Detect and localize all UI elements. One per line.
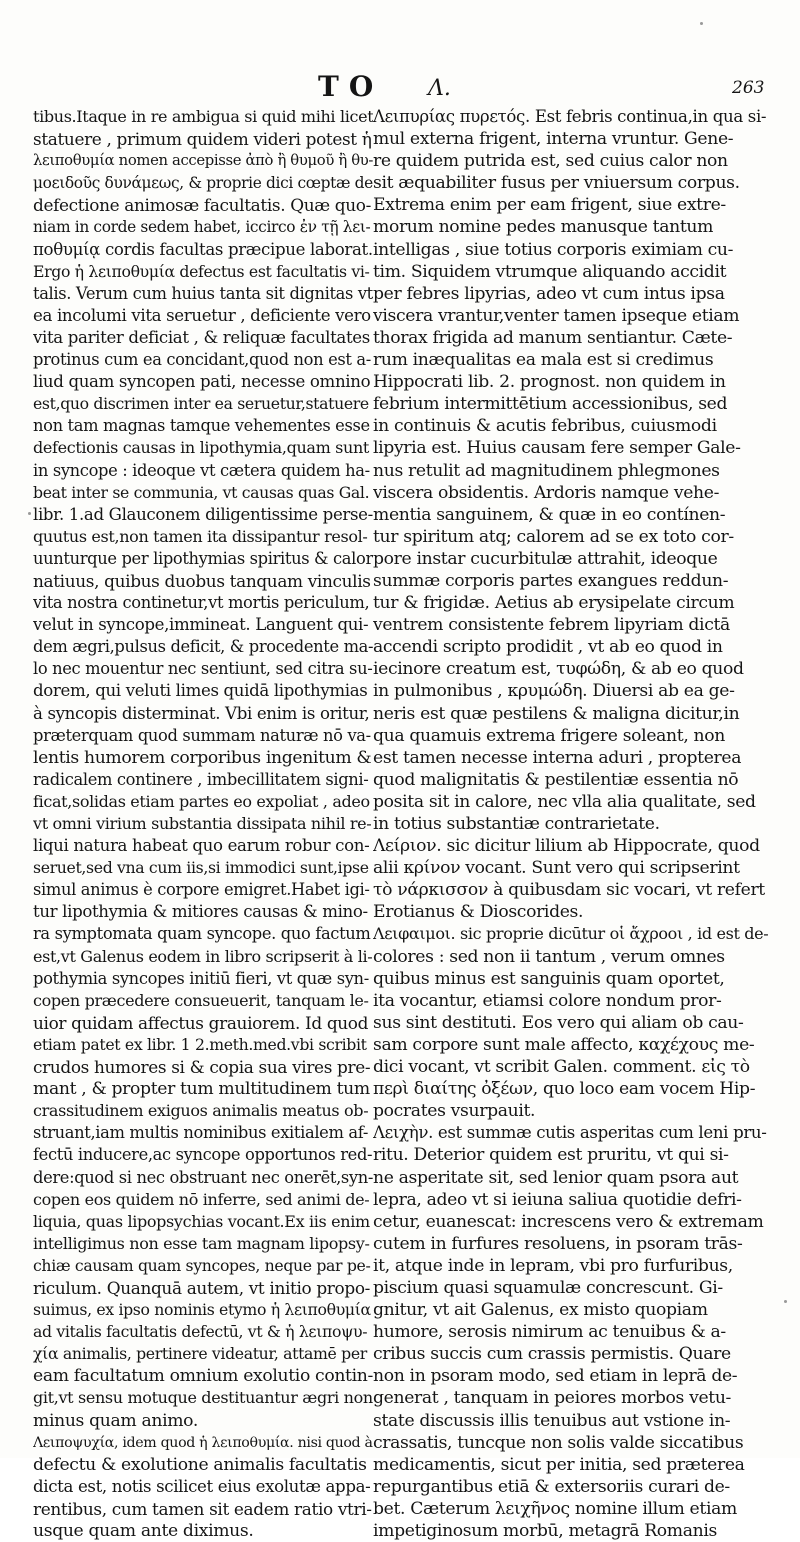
text-line: Ergo ἡ λειποθυμία defectus est facultatis vi- xyxy=(33,261,370,281)
text-line: piscium quasi squamulæ concrescunt. Gi- xyxy=(373,1277,723,1298)
text-line: struant,iam multis nominibus exitialem af- xyxy=(33,1123,368,1143)
text-line: dere:quod si nec obstruant nec onerēt,syn- xyxy=(33,1167,373,1187)
text-line: pore instar cucurbitulæ attrahit, ideoque xyxy=(373,548,718,569)
text-line: state discussis illis tenuibus aut vstione in- xyxy=(373,1410,731,1431)
text-line: colores : sed non ii tantum , verum omnes xyxy=(373,946,725,967)
text-line: à syncopis disterminat. Vbi enim is oritur, xyxy=(33,703,370,723)
text-line: vita pariter deficiat , & reliquæ facultates xyxy=(33,327,370,347)
text-line: pocrates vsurpauit. xyxy=(373,1101,536,1122)
text-line: vt omni virium substantia dissipata nihil re- xyxy=(33,814,372,833)
text-line: cetur, euanescat: increscens vero & extremam xyxy=(373,1211,764,1232)
text-line: τὸ νάρκισσον à quibusdam sic vocari, vt refert xyxy=(373,880,765,901)
text-line: statuere , primum quidem videri potest ἡ xyxy=(33,129,372,150)
text-line: rum inæqualitas ea mala est si credimus xyxy=(373,350,714,371)
text-line: vita nostra continetur,vt mortis periculum, xyxy=(33,593,370,613)
text-line: λειποθυμία nomen accepisse ἀπὸ ἢ θυμοῦ ἢ θυ- xyxy=(33,152,373,170)
text-line: nus retulit ad magnitudinem phlegmones xyxy=(373,460,720,481)
text-line: suimus, ex ipso nominis etymo ἡ λειποθυμία xyxy=(33,1300,371,1320)
text-line: Λείριον. sic dicitur lilium ab Hippocrate, quod xyxy=(373,836,760,857)
text-line: beat inter se communia, vt causas quas Gal. xyxy=(33,482,370,502)
text-line: liud quam syncopen pati, necesse omnino xyxy=(33,372,371,392)
text-line: Hippocrati lib. 2. prognost. non quidem in xyxy=(373,372,726,393)
text-line: natiuus, quibus duobus tanquam vinculis xyxy=(33,570,371,591)
text-line: in totius substantiæ contrarietate. xyxy=(373,814,660,834)
text-line: cutem in furfures resoluens, in psoram trās- xyxy=(373,1233,743,1254)
text-line: crudos humores si & copia sua vires pre- xyxy=(33,1057,371,1078)
text-line: per febres lipyrias, adeo vt cum intus ipsa xyxy=(373,283,725,304)
text-line: tur spiritum atq; calorem ad se ex toto cor- xyxy=(373,526,734,547)
text-line: protinus cum ea concidant,quod non est a- xyxy=(33,350,371,370)
running-head-left: TO xyxy=(318,70,384,103)
text-line: radicalem continere , imbecillitatem signi- xyxy=(33,769,369,789)
text-line: liquia, quas lipopsychias vocant.Ex iis enim xyxy=(33,1211,370,1231)
text-line: alii κρίνον vocant. Sunt vero qui scripserint xyxy=(373,858,740,879)
text-line: defectu & exolutione animalis facultatis xyxy=(33,1454,367,1475)
text-line: sit æquabiliter fusus per vniuersum corpus. xyxy=(373,173,740,194)
text-line: iecinore creatum est, τυφώδη, & ab eo quod xyxy=(373,659,744,680)
text-line: seruet,sed vna cum iis,si immodici sunt,ipse xyxy=(33,858,369,878)
text-line: it, atque inde in lepram, vbi pro furfuribus, xyxy=(373,1255,733,1276)
text-line: ne asperitate sit, sed lenior quam psora aut xyxy=(373,1167,739,1188)
text-line: accendi scripto prodidit , vt ab eo quod in xyxy=(373,637,723,658)
text-line: non tam magnas tamque vehementes esse xyxy=(33,416,370,436)
text-line: non in psoram modo, sed etiam in leprā de- xyxy=(373,1366,738,1387)
text-line: in continuis & acutis febribus, cuiusmodi xyxy=(373,416,717,437)
text-line: lentis humorem corporibus ingenitum & xyxy=(33,747,372,768)
text-line: generat , tanquam in peiores morbos vetu- xyxy=(373,1388,732,1409)
text-line: defectionis causas in lipothymia,quam sunt xyxy=(33,438,370,458)
text-line: crassitudinem exiguos animalis meatus ob- xyxy=(33,1101,369,1121)
text-line: pothymia syncopes initiū fieri, vt quæ syn- xyxy=(33,968,369,988)
text-line: gnitur, vt ait Galenus, ex misto quopiam xyxy=(373,1300,708,1321)
text-line: dorem, qui veluti limes quidā lipothymias xyxy=(33,681,368,701)
text-line: bet. Cæterum λειχῆνος nomine illum etiam xyxy=(373,1498,737,1519)
text-line: simul animus è corpore emigret.Habet igi- xyxy=(33,880,370,900)
text-line: mentia sanguinem, & quæ in eo contínen- xyxy=(373,504,726,525)
text-line: ra symptomata quam syncope. quo factum xyxy=(33,924,371,944)
left-text-column xyxy=(33,106,373,1542)
text-line: repurgantibus etiā & extersoriis curari de- xyxy=(373,1476,730,1497)
text-line: tur lipothymia & mitiores causas & mino- xyxy=(33,902,368,922)
text-line: χία animalis, pertinere videatur, attamē per xyxy=(33,1344,367,1364)
text-line: talis. Verum cum huius tanta sit dignitas vt xyxy=(33,283,373,303)
text-line: Λειχὴν. est summæ cutis asperitas cum leni pru- xyxy=(373,1123,767,1143)
text-line: humore, serosis nimirum ac tenuibus & a- xyxy=(373,1322,726,1343)
text-line: sus sint destituti. Eos vero qui aliam ob cau- xyxy=(373,1012,744,1033)
text-line: ita vocantur, etiamsi colore nondum pror- xyxy=(373,990,722,1011)
text-line: dem ægri,pulsus deficit, & procedente ma- xyxy=(33,637,373,657)
text-line: quutus est,non tamen ita dissipantur resol- xyxy=(33,526,368,546)
text-line: dici vocant, vt scribit Galen. comment. εἰς τὸ xyxy=(373,1057,750,1078)
text-line: mul externa frigent, interna vruntur. Gene- xyxy=(373,129,734,150)
text-line: chiæ causam quam syncopes, neque par pe- xyxy=(33,1255,371,1275)
paper-speck xyxy=(28,512,31,515)
text-line: fectū inducere,ac syncope opportunos red- xyxy=(33,1145,373,1165)
text-line: lipyria est. Huius causam fere semper Gale- xyxy=(373,438,741,459)
paper-speck xyxy=(784,1300,787,1303)
text-line: crassatis, tuncque non solis valde siccatibus xyxy=(373,1432,744,1453)
text-line: medicamentis, sicut per initia, sed præterea xyxy=(373,1454,745,1475)
text-line: cribus succis cum crassis permistis. Quare xyxy=(373,1344,731,1365)
text-line: est,quo discrimen inter ea seruetur,statuere xyxy=(33,394,369,414)
text-line: ea incolumi vita seruetur , deficiente vero xyxy=(33,305,371,325)
text-line: ad vitalis facultatis defectū, vt & ἡ λειποψυ- xyxy=(33,1322,368,1342)
text-line: quibus minus est sanguinis quam oportet, xyxy=(373,968,725,989)
text-line: sam corpore sunt male affecto, καχέχους me- xyxy=(373,1034,755,1055)
text-line: ficat,solidas etiam partes eo expoliat , adeo xyxy=(33,791,370,811)
page-number: 263 xyxy=(732,78,765,98)
text-line: summæ corporis partes exangues reddun- xyxy=(373,570,729,591)
text-line: tur & frigidæ. Aetius ab erysipelate circum xyxy=(373,593,735,614)
text-line: niam in corde sedem habet, iccirco ἐν τῇ λει- xyxy=(33,218,371,237)
text-line: Erotianus & Dioscorides. xyxy=(373,902,584,923)
text-line: intelligimus non esse tam magnam lipopsy- xyxy=(33,1233,370,1253)
text-line: præterquam quod summam naturæ nō va- xyxy=(33,725,371,745)
text-line: Λειπυρίας πυρετός. Est febris continua,in qua si- xyxy=(373,107,767,126)
text-line: ποθυμίᾳ cordis facultas præcipue laborat. xyxy=(33,239,373,259)
text-line: libr. 1.ad Glauconem diligentissime perse- xyxy=(33,504,373,524)
text-line: est,vt Galenus eodem in libro scripserit à li- xyxy=(33,946,373,966)
text-line: impetiginosum morbū, metagrā Romanis xyxy=(373,1521,717,1541)
text-line: riculum. Quanquā autem, vt initio propo- xyxy=(33,1277,370,1298)
text-line: git,vt sensu motuque destituantur ægri non xyxy=(33,1388,373,1408)
paper-speck xyxy=(700,22,703,25)
text-line: copen eos quidem nō inferre, sed animi de- xyxy=(33,1189,370,1209)
text-line: μοειδοῦς δυνάμεως, & proprie dici cœptæ de xyxy=(33,174,373,193)
text-line: ventrem consistente febrem lipyriam dictā xyxy=(373,615,730,636)
text-line: in pulmonibus , κρυμώδη. Diuersi ab ea ge- xyxy=(373,681,735,702)
text-line: mant , & propter tum multitudinem tum xyxy=(33,1079,370,1100)
text-line: liqui natura habeat quo earum robur con- xyxy=(33,836,370,856)
text-line: febrium intermittētium accessionibus, sed xyxy=(373,394,728,415)
text-line: quod malignitatis & pestilentiæ essentia nō xyxy=(373,769,739,790)
text-line: intelligas , siue totius corporis eximiam cu- xyxy=(373,239,734,260)
text-line: neris est quæ pestilens & maligna dicitur,in xyxy=(373,703,740,724)
text-line: in syncope : ideoque vt cætera quidem ha- xyxy=(33,460,370,480)
text-line: dicta est, notis scilicet eius exolutæ appa- xyxy=(33,1476,371,1496)
text-line: copen præcedere consueuerit, tanquam le- xyxy=(33,990,369,1010)
text-line: usque quam ante diximus. xyxy=(33,1521,254,1541)
text-line: viscera vrantur,venter tamen ipseque etiam xyxy=(373,305,740,326)
text-line: etiam patet ex libr. 1 2.meth.med.vbi scribit xyxy=(33,1034,367,1054)
text-line: thorax frigida ad manum sentiantur. Cæte- xyxy=(373,327,733,348)
text-line: posita sit in calore, nec vlla alia qualitate, sed xyxy=(373,791,756,812)
text-line: ritu. Deterior quidem est pruritu, vt qui si- xyxy=(373,1145,729,1166)
running-header xyxy=(0,70,800,106)
text-line: est tamen necesse interna aduri , propterea xyxy=(373,747,742,768)
text-line: defectione animosæ facultatis. Quæ quo- xyxy=(33,195,371,216)
text-line: uunturque per lipothymias spiritus & calor xyxy=(33,548,373,568)
right-text-column xyxy=(373,106,769,1542)
text-line: qua quamuis extrema frigere soleant, non xyxy=(373,725,725,746)
text-line: rentibus, cum tamen sit eadem ratio vtri- xyxy=(33,1498,372,1519)
text-line: Λειφαιμοι. sic proprie dicūtur οἱ ἄχροοι , id est de- xyxy=(373,924,769,944)
text-line: περὶ διαίτης ὀξέων, quo loco eam vocem Hip- xyxy=(373,1079,756,1100)
text-line: minus quam animo. xyxy=(33,1410,198,1431)
text-line: viscera obsidentis. Ardoris namque vehe- xyxy=(373,482,720,503)
text-line: velut in syncope,immineat. Languent qui- xyxy=(33,615,369,635)
text-line: eam facultatum omnium exolutio contin- xyxy=(33,1366,373,1387)
text-line: lo nec mouentur nec sentiunt, sed citra su- xyxy=(33,659,373,679)
text-line: re quidem putrida est, sed cuius calor non xyxy=(373,151,728,172)
text-line: tim. Siquidem vtrumque aliquando accidit xyxy=(373,261,727,282)
text-line: tibus.Itaque in re ambigua si quid mihi licet xyxy=(33,107,373,126)
text-line: lepra, adeo vt si ieiuna saliua quotidie defri- xyxy=(373,1189,742,1210)
running-head-letter: Λ. xyxy=(428,76,451,101)
text-line: Extrema enim per eam frigent, siue extre- xyxy=(373,195,726,216)
text-line: morum nomine pedes manusque tantum xyxy=(373,217,714,238)
text-line: uior quidam affectus grauiorem. Id quod xyxy=(33,1012,369,1033)
text-line: Λειποψυχία, idem quod ἡ λειποθυμία. nisi quod à xyxy=(33,1434,373,1451)
